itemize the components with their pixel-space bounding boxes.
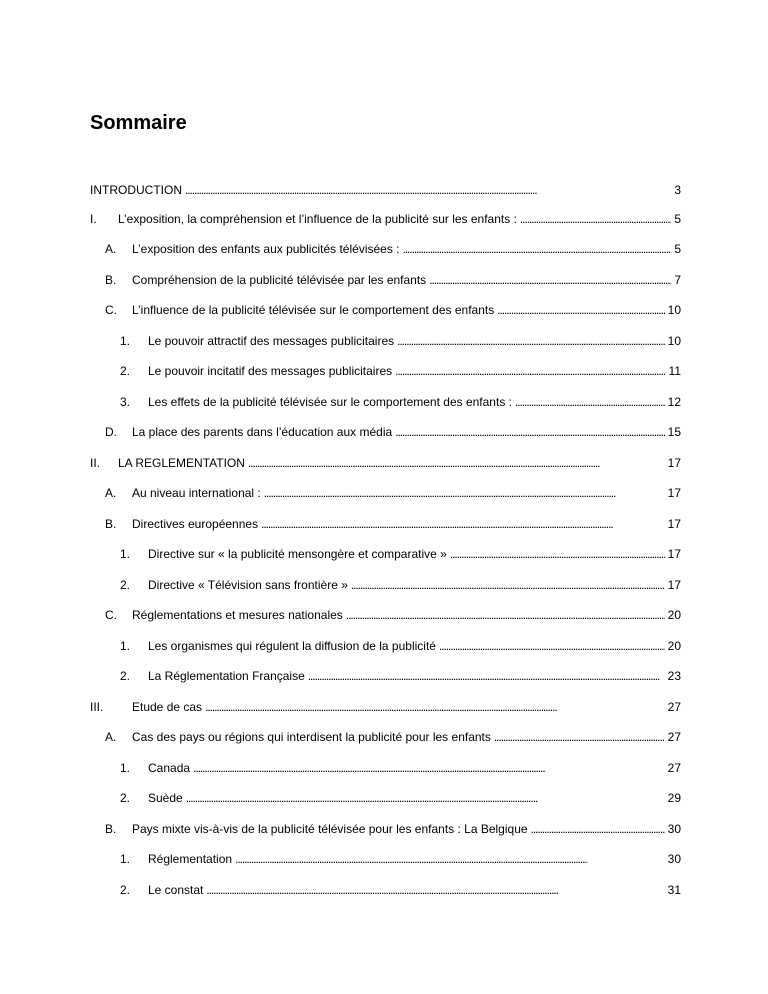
toc-entry-page-number: 29 (667, 791, 681, 805)
toc-entry-label: Réglementations et mesures nationales (132, 608, 343, 622)
dot-leader (248, 455, 665, 471)
toc-entry-number: C. (105, 303, 117, 317)
toc-entry-page-number: 23 (667, 669, 681, 683)
toc-entry-label: Cas des pays ou régions qui interdisent la publicité pour les enfants (132, 730, 491, 744)
toc-entry-page-number: 30 (667, 852, 681, 866)
toc-entry-label: La place des parents dans l’éducation aux média (132, 425, 393, 439)
toc-entry-label: Pays mixte vis-à-vis de la publicité télévisée pour les enfants : La Belgique (132, 822, 528, 836)
toc-entry-label: Le constat (148, 883, 204, 897)
toc-entry[interactable] (120, 394, 681, 410)
dot-leader (439, 638, 665, 654)
dot-leader (403, 241, 672, 257)
toc-entry-label: Etude de cas (132, 700, 203, 714)
toc-entry-number: C. (105, 608, 117, 622)
dot-leader (261, 516, 665, 532)
toc-entry[interactable] (90, 182, 681, 198)
toc-entry-label: Suède (148, 791, 183, 805)
toc-entry-label: Les effets de la publicité télévisée sur le comportement des enfants : (148, 395, 512, 409)
toc-entry[interactable] (105, 821, 681, 837)
toc-entry-page-number: 20 (667, 639, 681, 653)
toc-entry-label: L’exposition, la compréhension et l’influence de la publicité sur les enfants : (118, 212, 517, 226)
toc-entry[interactable] (120, 851, 681, 867)
toc-entry-number: 1. (120, 852, 131, 866)
toc-entry-number: II. (90, 456, 101, 470)
dot-leader (264, 485, 665, 501)
toc-entry-page-number: 15 (667, 425, 681, 439)
toc-entry-label: Directive « Télévision sans frontière » (148, 578, 348, 592)
toc-entry-number: III. (90, 700, 104, 714)
dot-leader (235, 851, 665, 867)
toc-entry-page-number: 5 (674, 212, 681, 226)
dot-leader (515, 394, 665, 410)
toc-entry[interactable] (120, 790, 681, 806)
dot-leader (520, 211, 671, 227)
toc-entry-label: Au niveau international : (132, 486, 261, 500)
toc-entry-number: D. (105, 425, 117, 439)
toc-entry-label: Le pouvoir attractif des messages publicitaires (148, 334, 395, 348)
toc-entry-number: I. (90, 212, 97, 226)
toc-entry[interactable] (120, 577, 681, 593)
dot-leader (206, 882, 664, 898)
dot-leader (497, 302, 664, 318)
toc-entry-page-number: 7 (674, 273, 681, 287)
toc-entry[interactable] (105, 241, 681, 257)
toc-entry-number: B. (105, 273, 117, 287)
toc-entry-page-number: 27 (667, 761, 681, 775)
page-title: Sommaire (90, 112, 187, 134)
dot-leader (346, 607, 665, 623)
toc-entry-number: 1. (120, 761, 131, 775)
toc-entry-label: LA REGLEMENTATION (118, 456, 245, 470)
toc-entry[interactable] (120, 333, 681, 349)
dot-leader (450, 546, 665, 562)
toc-entry-number: B. (105, 822, 117, 836)
toc-entry-page-number: 10 (667, 334, 681, 348)
toc-entry-label: Directive sur « la publicité mensongère et comparative » (148, 547, 447, 561)
toc-entry-page-number: 17 (667, 486, 681, 500)
toc-entry-page-number: 11 (668, 364, 681, 378)
dot-leader (185, 182, 671, 198)
toc-entry-number: 2. (120, 883, 131, 897)
toc-entry[interactable] (105, 729, 681, 745)
toc-entry-label: La Réglementation Française (148, 669, 305, 683)
toc-entry[interactable] (120, 363, 681, 379)
toc-entry-label: L’influence de la publicité télévisée sur le comportement des enfants (132, 303, 495, 317)
toc-entry-page-number: 27 (667, 730, 681, 744)
toc-entry-page-number: 10 (667, 303, 681, 317)
toc-entry-number: A. (105, 242, 117, 256)
dot-leader (395, 424, 664, 440)
toc-entry-page-number: 31 (667, 883, 681, 897)
toc-entry-label: L’exposition des enfants aux publicités télévisées : (132, 242, 400, 256)
toc-entry[interactable] (120, 760, 681, 776)
toc-entry-number: 1. (120, 334, 131, 348)
toc-entry-page-number: 3 (674, 183, 681, 197)
toc-entry-number: A. (105, 486, 117, 500)
toc-entry[interactable] (90, 211, 681, 227)
dot-leader (205, 699, 665, 715)
toc-entry-label: Réglementation (148, 852, 233, 866)
toc-entry-page-number: 17 (667, 547, 681, 561)
toc-entry-page-number: 30 (667, 822, 681, 836)
toc-entry[interactable] (120, 546, 681, 562)
toc-entry-number: 1. (120, 547, 131, 561)
toc-entry-page-number: 17 (667, 517, 681, 531)
dot-leader (186, 790, 665, 806)
toc-entry[interactable] (105, 485, 681, 501)
toc-entry-page-number: 5 (674, 242, 681, 256)
toc-entry-page-number: 27 (667, 700, 681, 714)
toc-entry-number: 2. (120, 791, 131, 805)
dot-leader (397, 333, 665, 349)
toc-entry[interactable] (105, 424, 681, 440)
toc-entry-number: 3. (120, 395, 131, 409)
toc-entry[interactable] (90, 699, 681, 715)
toc-entry[interactable] (120, 668, 681, 684)
dot-leader (429, 272, 671, 288)
dot-leader (193, 760, 665, 776)
dot-leader (494, 729, 665, 745)
toc-entry-label: Canada (148, 761, 191, 775)
dot-leader (308, 668, 665, 684)
toc-entry-page-number: 17 (667, 578, 681, 592)
dot-leader (395, 363, 665, 379)
dot-leader (531, 821, 665, 837)
toc-entry[interactable] (90, 455, 681, 471)
toc-entry-number: 2. (120, 669, 131, 683)
toc-entry[interactable] (105, 302, 681, 318)
toc-entry-number: 2. (120, 578, 131, 592)
toc-entry-number: A. (105, 730, 117, 744)
toc-entry-label: Compréhension de la publicité télévisée par les enfants (132, 273, 427, 287)
toc-entry-label: Le pouvoir incitatif des messages publicitaires (148, 364, 393, 378)
toc-entry-page-number: 17 (667, 456, 681, 470)
toc-entry-label: INTRODUCTION (90, 183, 182, 197)
toc-entry[interactable] (105, 516, 681, 532)
toc-entry-number: 1. (120, 639, 131, 653)
toc-entry-page-number: 12 (667, 395, 681, 409)
toc-entry-number: 2. (120, 364, 131, 378)
toc-entry-page-number: 20 (667, 608, 681, 622)
toc-entry[interactable] (105, 272, 681, 288)
toc-entry-number: B. (105, 517, 117, 531)
toc-entry[interactable] (105, 607, 681, 623)
toc-entry-label: Directives européennes (132, 517, 259, 531)
toc-entry[interactable] (120, 882, 681, 898)
toc-entry-label: Les organismes qui régulent la diffusion de la publicité (148, 639, 436, 653)
dot-leader (351, 577, 665, 593)
toc-entry[interactable] (120, 638, 681, 654)
